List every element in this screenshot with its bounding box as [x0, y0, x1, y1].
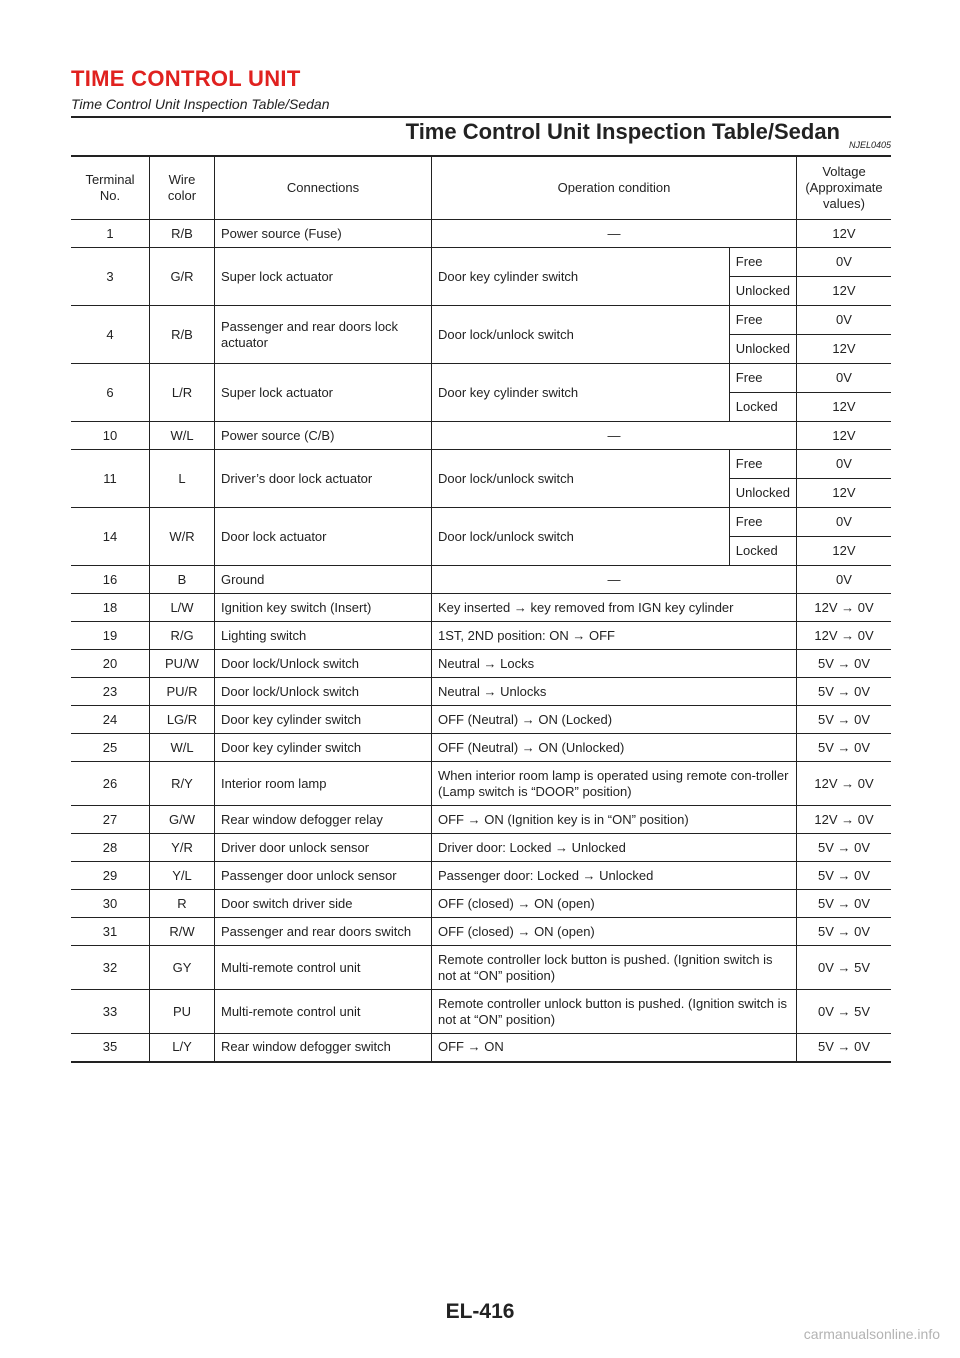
connection-cell: Ignition key switch (Insert) [215, 594, 432, 622]
operation-cell: Neutral → Unlocks [432, 678, 797, 706]
col-connections: Connections [215, 156, 432, 220]
voltage-cell: 5V → 0V [797, 734, 892, 762]
terminal-cell: 31 [102, 923, 118, 939]
wire-color-cell: L/W [150, 594, 215, 622]
voltage-cell: 12V → 0V [797, 594, 892, 622]
terminal-cell: 26 [102, 775, 118, 791]
connection-cell: Door lock actuator [215, 508, 432, 566]
header-subtitle: Time Control Unit Inspection Table/Sedan [71, 96, 330, 112]
operation-cell: Passenger door: Locked → Unlocked [432, 862, 797, 890]
voltage-cell: 0V [797, 248, 892, 277]
terminal-cell: 33 [102, 1003, 118, 1019]
state-cell: Locked [729, 537, 796, 566]
table-row [71, 566, 891, 594]
table-row [71, 450, 891, 479]
operation-cell: Door key cylinder switch [432, 364, 730, 422]
operation-cell: Remote controller lock button is pushed. (Ignition switch is not at “ON” position) [432, 946, 797, 990]
page-number: EL-416 [445, 1300, 515, 1323]
operation-cell: OFF → ON (Ignition key is in “ON” position) [432, 806, 797, 834]
voltage-cell: 0V [797, 450, 892, 479]
terminal-cell: 10 [102, 427, 118, 443]
terminal-cell: 1 [106, 225, 114, 241]
wire-color-cell: B [150, 566, 215, 594]
connection-cell: Door lock/Unlock switch [215, 650, 432, 678]
voltage-cell: 5V → 0V [797, 862, 892, 890]
wire-color-cell: GY [150, 946, 215, 990]
watermark: carmanualsonline.info [803, 1326, 940, 1342]
terminal-cell: 23 [102, 683, 118, 699]
voltage-cell: 12V [797, 393, 892, 422]
wire-color-cell: R/W [150, 918, 215, 946]
terminal-cell: 29 [102, 867, 118, 883]
terminal-cell: 24 [102, 711, 118, 727]
connection-cell: Door key cylinder switch [215, 734, 432, 762]
wire-color-cell: L/R [150, 364, 215, 422]
table-row [71, 918, 891, 946]
table-row [71, 834, 891, 862]
connection-cell: Door switch driver side [215, 890, 432, 918]
voltage-cell: 0V → 5V [797, 946, 892, 990]
table-body [71, 220, 891, 1062]
section-title: Time Control Unit Inspection Table/Sedan [405, 119, 840, 144]
voltage-cell: 5V → 0V [797, 1034, 892, 1062]
operation-cell: Door lock/unlock switch [432, 450, 730, 508]
table-row [71, 706, 891, 734]
terminal-cell: 28 [102, 839, 118, 855]
voltage-cell: 12V [797, 479, 892, 508]
state-cell: Unlocked [729, 335, 796, 364]
wire-color-cell: R/G [150, 622, 215, 650]
operation-cell: OFF (closed) → ON (open) [432, 890, 797, 918]
state-cell: Locked [729, 393, 796, 422]
table-row [71, 508, 891, 537]
operation-cell: Door key cylinder switch [432, 248, 730, 306]
voltage-cell: 5V → 0V [797, 890, 892, 918]
connection-cell: Rear window defogger switch [215, 1034, 432, 1062]
voltage-cell: 0V [797, 566, 892, 594]
operation-cell: — [432, 422, 797, 450]
connection-cell: Rear window defogger relay [215, 806, 432, 834]
table-row [71, 806, 891, 834]
table-row [71, 594, 891, 622]
col-wire-color: Wire color [150, 156, 215, 220]
terminal-cell: 19 [102, 627, 118, 643]
connection-cell: Door key cylinder switch [215, 706, 432, 734]
inspection-table [71, 155, 891, 1063]
wire-color-cell: W/L [150, 422, 215, 450]
connection-cell: Super lock actuator [215, 248, 432, 306]
wire-color-cell: W/L [150, 734, 215, 762]
voltage-cell: 12V → 0V [797, 762, 892, 806]
wire-color-cell: PU/R [150, 678, 215, 706]
voltage-cell: 12V [797, 277, 892, 306]
connection-cell: Power source (Fuse) [215, 220, 432, 248]
operation-cell: Driver door: Locked → Unlocked [432, 834, 797, 862]
col-operation-condition: Operation condition [432, 156, 797, 220]
wire-color-cell: G/W [150, 806, 215, 834]
operation-cell: — [432, 566, 797, 594]
wire-color-cell: R/Y [150, 762, 215, 806]
operation-cell: Door lock/unlock switch [432, 508, 730, 566]
wire-color-cell: PU/W [150, 650, 215, 678]
connection-cell: Multi-remote control unit [215, 990, 432, 1034]
connection-cell: Ground [215, 566, 432, 594]
voltage-cell: 0V → 5V [797, 990, 892, 1034]
wire-color-cell: Y/R [150, 834, 215, 862]
terminal-cell: 16 [102, 571, 118, 587]
wire-color-cell: PU [150, 990, 215, 1034]
table-row [71, 862, 891, 890]
voltage-cell: 0V [797, 306, 892, 335]
state-cell: Free [729, 450, 796, 479]
connection-cell: Power source (C/B) [215, 422, 432, 450]
voltage-cell: 5V → 0V [797, 706, 892, 734]
terminal-cell: 14 [102, 528, 118, 544]
connection-cell: Passenger and rear doors lock actuator [215, 306, 432, 364]
connection-cell: Multi-remote control unit [215, 946, 432, 990]
table-row [71, 890, 891, 918]
operation-cell: OFF → ON [432, 1034, 797, 1062]
operation-cell: When interior room lamp is operated using remote con-troller (Lamp switch is “DOOR” position) [432, 762, 797, 806]
voltage-cell: 12V [797, 422, 892, 450]
table-row [71, 990, 891, 1034]
operation-cell: OFF (Neutral) → ON (Locked) [432, 706, 797, 734]
voltage-cell: 12V [797, 335, 892, 364]
wire-color-cell: LG/R [150, 706, 215, 734]
col-terminal: Terminal No. [71, 156, 150, 220]
terminal-cell: 6 [106, 384, 114, 400]
voltage-cell: 0V [797, 364, 892, 393]
operation-cell: Neutral → Locks [432, 650, 797, 678]
wire-color-cell: G/R [150, 248, 215, 306]
header-title: TIME CONTROL UNIT [71, 66, 301, 91]
terminal-cell: 4 [106, 326, 114, 342]
operation-cell: 1ST, 2ND position: ON → OFF [432, 622, 797, 650]
terminal-cell: 35 [102, 1039, 118, 1055]
voltage-cell: 5V → 0V [797, 918, 892, 946]
voltage-cell: 5V → 0V [797, 834, 892, 862]
voltage-cell: 12V [797, 220, 892, 248]
operation-cell: Door lock/unlock switch [432, 306, 730, 364]
table-row [71, 364, 891, 393]
terminal-cell: 25 [102, 739, 118, 755]
wire-color-cell: R/B [150, 306, 215, 364]
terminal-cell: 11 [103, 470, 117, 486]
table-header-row [71, 156, 891, 220]
terminal-cell: 27 [102, 811, 118, 827]
terminal-cell: 3 [106, 268, 114, 284]
voltage-cell: 12V → 0V [797, 806, 892, 834]
table-row [71, 306, 891, 335]
wire-color-cell: Y/L [150, 862, 215, 890]
table-row [71, 248, 891, 277]
connection-cell: Driver’s door lock actuator [215, 450, 432, 508]
voltage-cell: 0V [797, 508, 892, 537]
connection-cell: Super lock actuator [215, 364, 432, 422]
col-voltage: Voltage (Approximate values) [797, 156, 892, 220]
voltage-cell: 12V [797, 537, 892, 566]
table-row [71, 422, 891, 450]
section-code: NJEL0405 [848, 140, 891, 150]
state-cell: Unlocked [729, 277, 796, 306]
voltage-cell: 12V → 0V [797, 622, 892, 650]
state-cell: Free [729, 248, 796, 277]
table-row [71, 1034, 891, 1062]
operation-cell: OFF (Neutral) → ON (Unlocked) [432, 734, 797, 762]
wire-color-cell: L [150, 450, 215, 508]
wire-color-cell: R [150, 890, 215, 918]
state-cell: Unlocked [729, 479, 796, 508]
connection-cell: Passenger door unlock sensor [215, 862, 432, 890]
connection-cell: Door lock/Unlock switch [215, 678, 432, 706]
connection-cell: Interior room lamp [215, 762, 432, 806]
voltage-cell: 5V → 0V [797, 678, 892, 706]
table-row [71, 622, 891, 650]
operation-cell: Remote controller unlock button is pushed. (Ignition switch is not at “ON” position) [432, 990, 797, 1034]
wire-color-cell: R/B [150, 220, 215, 248]
terminal-cell: 20 [102, 655, 118, 671]
header-rule [71, 116, 891, 118]
table-row [71, 946, 891, 990]
wire-color-cell: L/Y [150, 1034, 215, 1062]
state-cell: Free [729, 508, 796, 537]
terminal-cell: 32 [102, 959, 118, 975]
table-row [71, 678, 891, 706]
connection-cell: Lighting switch [215, 622, 432, 650]
wire-color-cell: W/R [150, 508, 215, 566]
terminal-cell: 30 [102, 895, 118, 911]
table-row [71, 220, 891, 248]
terminal-cell: 18 [102, 599, 118, 615]
connection-cell: Passenger and rear doors switch [215, 918, 432, 946]
operation-cell: Key inserted → key removed from IGN key cylinder [432, 594, 797, 622]
operation-cell: — [432, 220, 797, 248]
operation-cell: OFF (closed) → ON (open) [432, 918, 797, 946]
table-row [71, 762, 891, 806]
connection-cell: Driver door unlock sensor [215, 834, 432, 862]
table-row [71, 734, 891, 762]
state-cell: Free [729, 364, 796, 393]
voltage-cell: 5V → 0V [797, 650, 892, 678]
table-row [71, 650, 891, 678]
state-cell: Free [729, 306, 796, 335]
